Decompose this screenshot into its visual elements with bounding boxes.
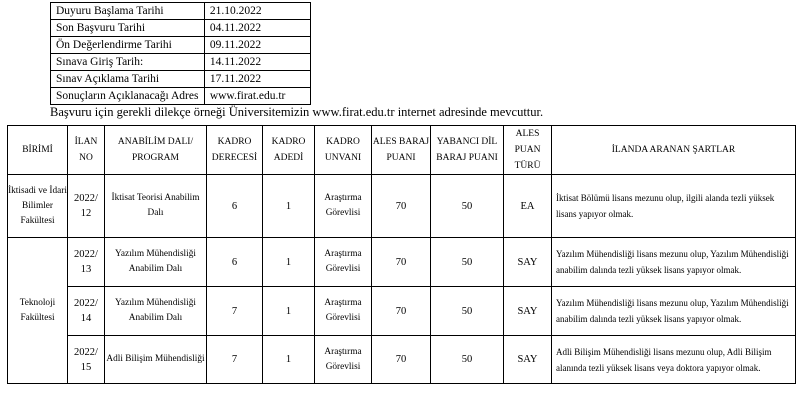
adet-cell: 1 xyxy=(263,238,315,287)
date-value: 14.11.2022 xyxy=(204,54,310,71)
adet-cell: 1 xyxy=(263,336,315,384)
ilan-no-cell: 2022/ 15 xyxy=(68,336,105,384)
anabilim-cell: Yazılım Mühendisliği Anabilim Dalı xyxy=(105,287,207,336)
derece-cell: 6 xyxy=(207,175,263,238)
date-label: Sınav Açıklama Tarihi xyxy=(51,71,205,88)
date-value: 04.11.2022 xyxy=(204,20,310,37)
sartlar-cell: Adli Bilişim Mühendisliği lisans mezunu olup, Adli Bilişim alanında tezli yüksek lisans veya doktora yapıyor olmak. xyxy=(552,336,796,384)
tur-cell: SAY xyxy=(504,336,552,384)
date-label: Sınava Giriş Tarih: xyxy=(51,54,205,71)
dates-row xyxy=(51,71,311,88)
unit-cell: İktisadi ve İdari Bilimler Fakültesi xyxy=(8,175,68,238)
unit-cell: Teknoloji Fakültesi xyxy=(8,238,68,384)
date-value: 09.11.2022 xyxy=(204,37,310,54)
ilan-no-cell: 2022/ 12 xyxy=(68,175,105,238)
col-header-ilan-no: İLAN NO xyxy=(68,126,105,175)
unvan-cell: Araştırma Görevlisi xyxy=(315,175,372,238)
ales-cell: 70 xyxy=(372,175,431,238)
dates-row xyxy=(51,37,311,54)
table-row xyxy=(8,238,796,287)
adet-cell: 1 xyxy=(263,287,315,336)
results-address: www.firat.edu.tr xyxy=(204,88,310,105)
anabilim-cell: Yazılım Mühendisliği Anabilim Dalı xyxy=(105,238,207,287)
anabilim-cell: Adli Bilişim Mühendisliği xyxy=(105,336,207,384)
date-label: Son Başvuru Tarihi xyxy=(51,20,205,37)
sartlar-cell: İktisat Bölümü lisans mezunu olup, ilgili alanda tezli yüksek lisans yapıyor olmak. xyxy=(552,175,796,238)
unvan-cell: Araştırma Görevlisi xyxy=(315,336,372,384)
derece-cell: 7 xyxy=(207,287,263,336)
dil-cell: 50 xyxy=(431,238,504,287)
application-note: Başvuru için gerekli dilekçe örneği Üniversitemizin www.firat.edu.tr internet adresinde mevcuttur. xyxy=(50,105,544,119)
tur-cell: SAY xyxy=(504,238,552,287)
date-label: Duyuru Başlama Tarihi xyxy=(51,3,205,20)
positions-table xyxy=(7,125,796,384)
date-value: 17.11.2022 xyxy=(204,71,310,88)
ilan-no-cell: 2022/ 13 xyxy=(68,238,105,287)
ales-cell: 70 xyxy=(372,238,431,287)
header-row xyxy=(8,126,796,175)
ilan-no-cell: 2022/ 14 xyxy=(68,287,105,336)
table-row xyxy=(8,287,796,336)
dates-row xyxy=(51,54,311,71)
col-header-kadro-derecesi: KADRO DERECESİ xyxy=(207,126,263,175)
sartlar-cell: Yazılım Mühendisliği lisans mezunu olup, Yazılım Mühendisliği anabilim dalında tezli yüksek lisans yapıyor olmak. xyxy=(552,238,796,287)
date-label: Sonuçların Açıklanacağı Adres xyxy=(51,88,205,105)
date-value: 21.10.2022 xyxy=(204,3,310,20)
col-header-ales-baraj: ALES BARAJ PUANI xyxy=(372,126,431,175)
tur-cell: EA xyxy=(504,175,552,238)
dil-cell: 50 xyxy=(431,175,504,238)
adet-cell: 1 xyxy=(263,175,315,238)
col-header-kadro-adedi: KADRO ADEDİ xyxy=(263,126,315,175)
col-header-kadro-unvani: KADRO UNVANI xyxy=(315,126,372,175)
derece-cell: 7 xyxy=(207,336,263,384)
date-label: Ön Değerlendirme Tarihi xyxy=(51,37,205,54)
sartlar-cell: Yazılım Mühendisliği lisans mezunu olup, Yazılım Mühendisliği anabilim dalında tezli yüksek lisans yapıyor olmak. xyxy=(552,287,796,336)
tur-cell: SAY xyxy=(504,287,552,336)
dates-row xyxy=(51,20,311,37)
col-header-ales-turu: ALES PUAN TÜRÜ xyxy=(504,126,552,175)
dil-cell: 50 xyxy=(431,336,504,384)
ales-cell: 70 xyxy=(372,336,431,384)
anabilim-cell: İktisat Teorisi Anabilim Dalı xyxy=(105,175,207,238)
table-row xyxy=(8,175,796,238)
unvan-cell: Araştırma Görevlisi xyxy=(315,287,372,336)
dates-row xyxy=(51,3,311,20)
col-header-birim: BİRİMİ xyxy=(8,126,68,175)
derece-cell: 6 xyxy=(207,238,263,287)
col-header-sartlar: İLANDA ARANAN ŞARTLAR xyxy=(552,126,796,175)
dates-row xyxy=(51,88,311,105)
ales-cell: 70 xyxy=(372,287,431,336)
table-row xyxy=(8,336,796,384)
dil-cell: 50 xyxy=(431,287,504,336)
unvan-cell: Araştırma Görevlisi xyxy=(315,238,372,287)
dates-table xyxy=(50,2,311,105)
col-header-yabanci-dil: YABANCI DİL BARAJ PUANI xyxy=(431,126,504,175)
col-header-anabilim: ANABİLİM DALI/ PROGRAM xyxy=(105,126,207,175)
